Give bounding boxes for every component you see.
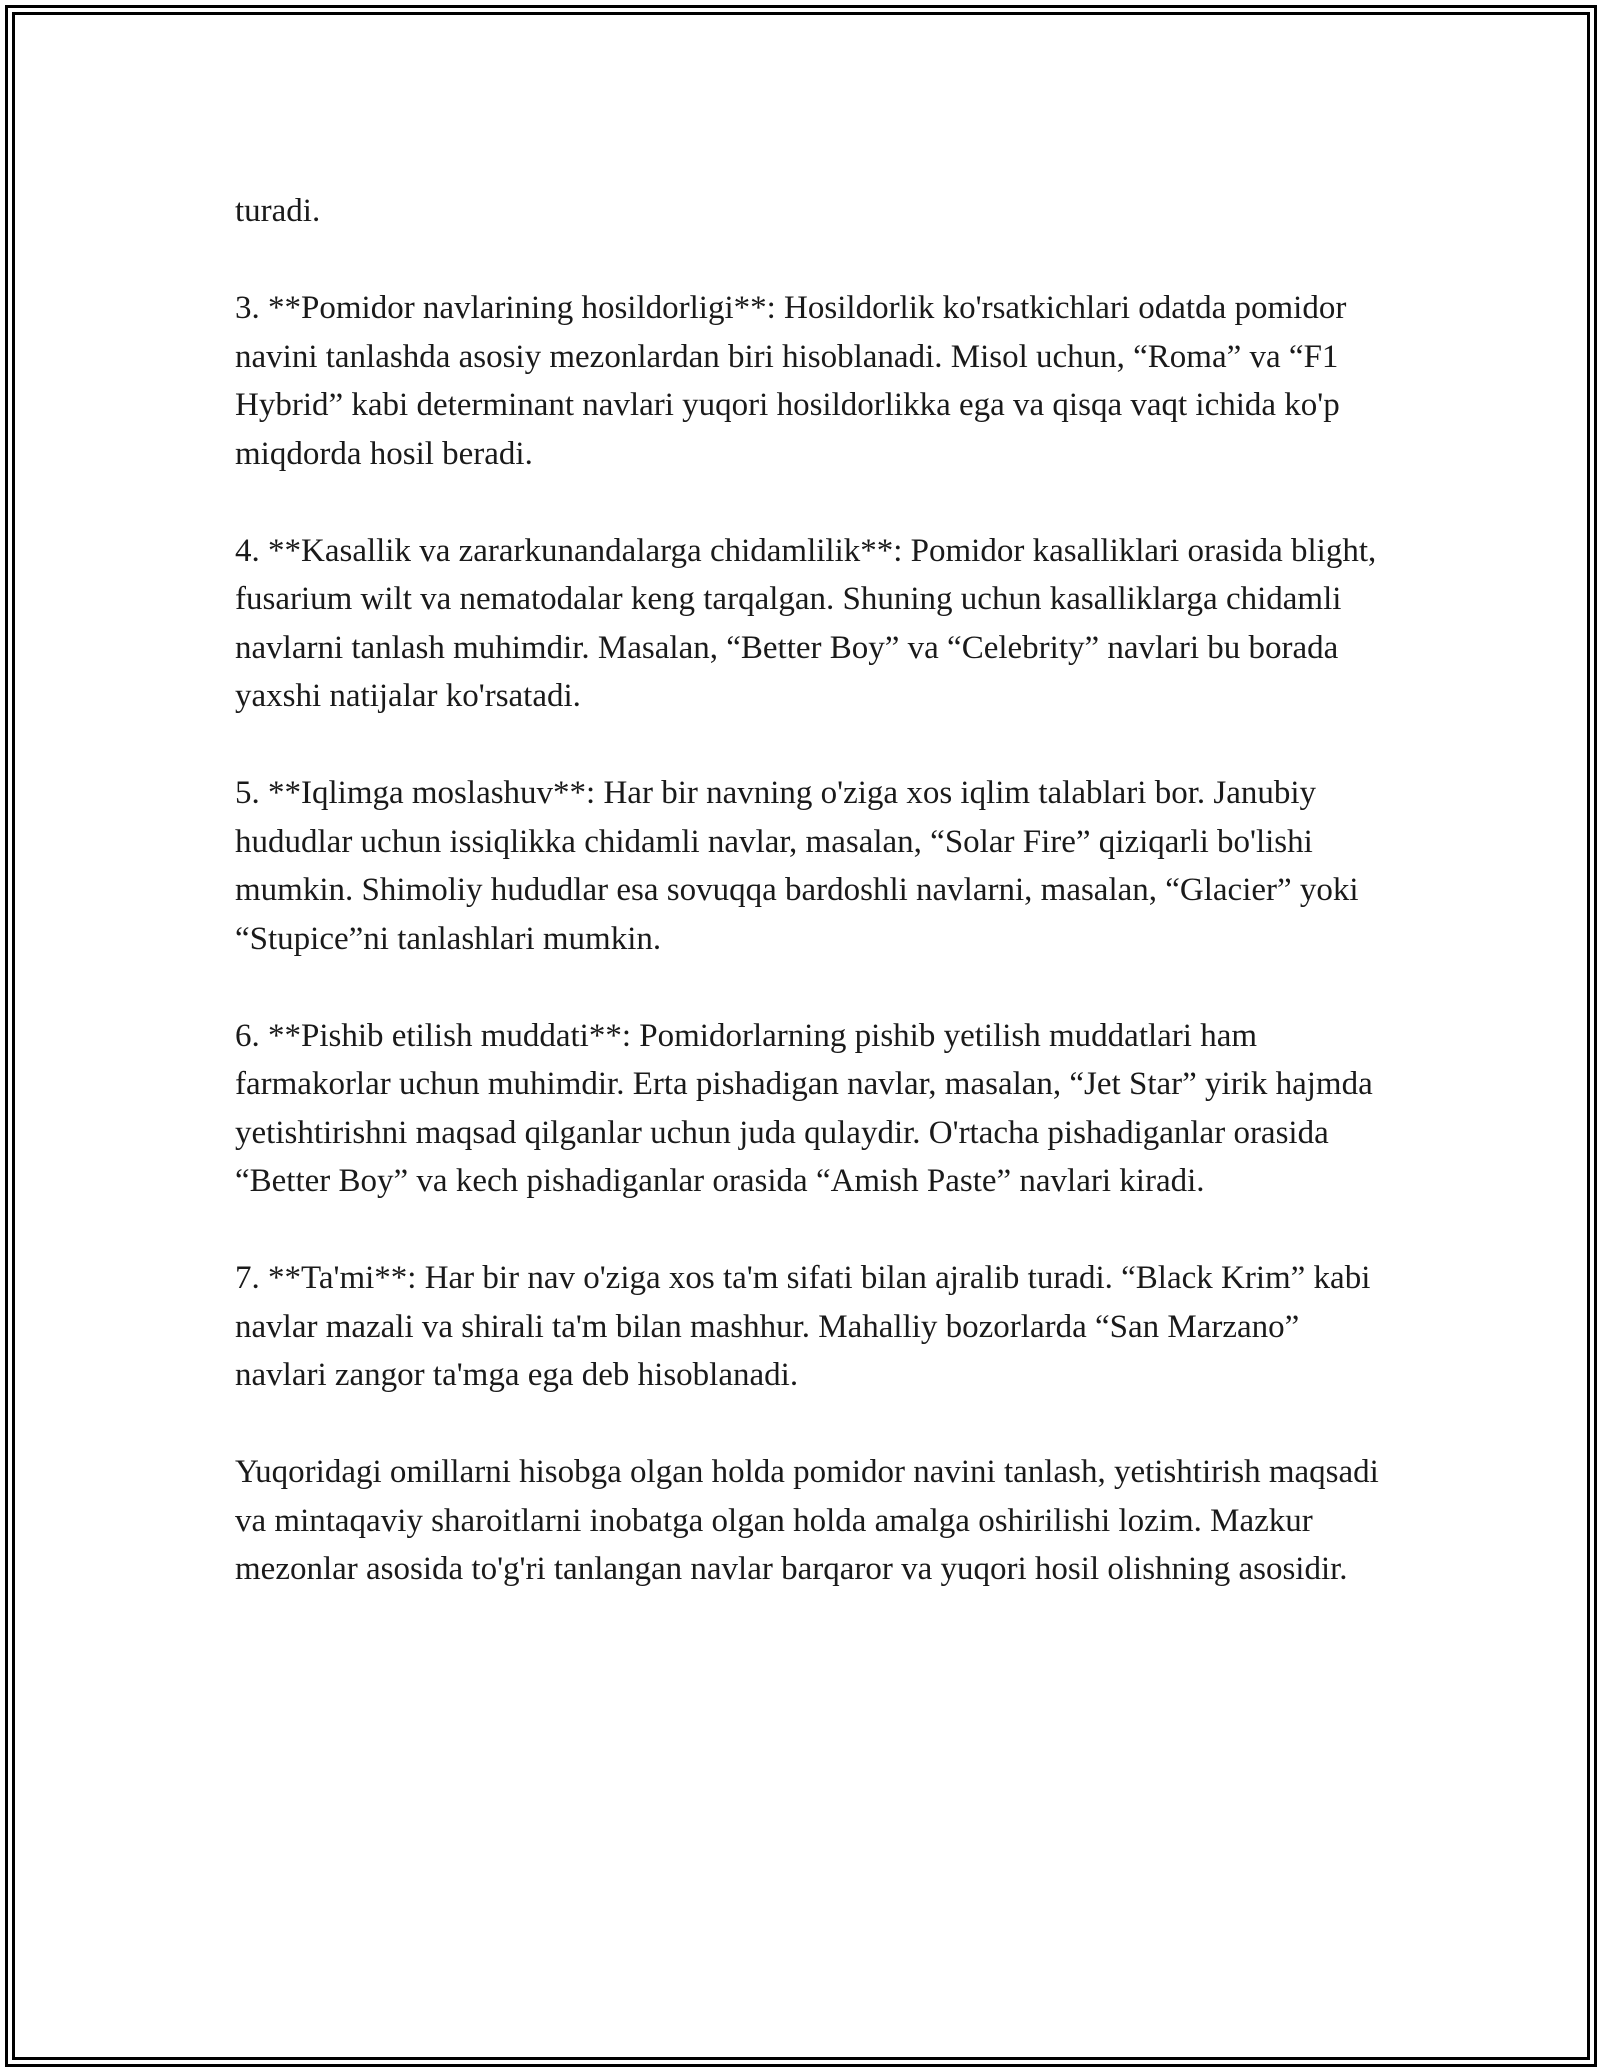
paragraph-item-7-taste: 7. **Ta'mi**: Har bir nav o'ziga xos ta'm sifati bilan ajralib turadi. “Black Krim” kabi navlar mazali va shirali ta'm bilan mashhur. Mahalliy bozorlarda “San Marzano” navlari zangor ta'mga ega deb hisoblanadi. xyxy=(235,1260,1371,1393)
paragraph-item-6-maturity: 6. **Pishib etilish muddati**: Pomidorlarning pishib yetilish muddatlari ham farmakorlar uchun muhimdir. Erta pishadigan navlar, masalan, “Jet Star” yirik hajmda yetishtirishni maqsad qilganlar uchun juda qulaydir. O'rtacha pishadiganlar orasida “Better Boy” va kech pishadiganlar orasida “Amish Paste” navlari kiradi. xyxy=(235,1017,1373,1199)
paragraph-item-3-yield: 3. **Pomidor navlarining hosildorligi**: Hosildorlik ko'rsatkichlari odatda pomidor navini tanlashda asosiy mezonlardan biri hisoblanadi. Misol uchun, “Roma” va “F1 Hybrid” kabi determinant navlari yuqori hosildorlikka ega va qisqa vaqt ichida ko'p miqdorda hosil beradi. xyxy=(235,290,1347,472)
paragraph-conclusion: Yuqoridagi omillarni hisobga olgan holda pomidor navini tanlash, yetishtirish maqsadi va mintaqaviy sharoitlarni inobatga olgan holda amalga oshirilishi lozim. Mazkur mezonlar asosida to'g'ri tanlangan navlar barqaror va yuqori hosil olishning asosidir. xyxy=(235,1454,1379,1587)
document-body xyxy=(235,187,1385,1594)
paragraph-item-5-climate: 5. **Iqlimga moslashuv**: Har bir navning o'ziga xos iqlim talablari bor. Janubiy hududlar uchun issiqlikka chidamli navlar, masalan, “Solar Fire” qiziqarli bo'lishi mumkin. Shimoliy hududlar esa sovuqqa bardoshli navlarni, masalan, “Glacier” yoki “Stupice”ni tanlashlari mumkin. xyxy=(235,775,1359,957)
paragraph-continuation: turadi. xyxy=(235,193,321,229)
paragraph-item-4-disease-resistance: 4. **Kasallik va zararkunandalarga chidamlilik**: Pomidor kasalliklari orasida blight, fusarium wilt va nematodalar keng tarqalgan. Shuning uchun kasalliklarga chidamli navlarni tanlash muhimdir. Masalan, “Better Boy” va “Celebrity” navlari bu borada yaxshi natijalar ko'rsatadi. xyxy=(235,532,1377,714)
